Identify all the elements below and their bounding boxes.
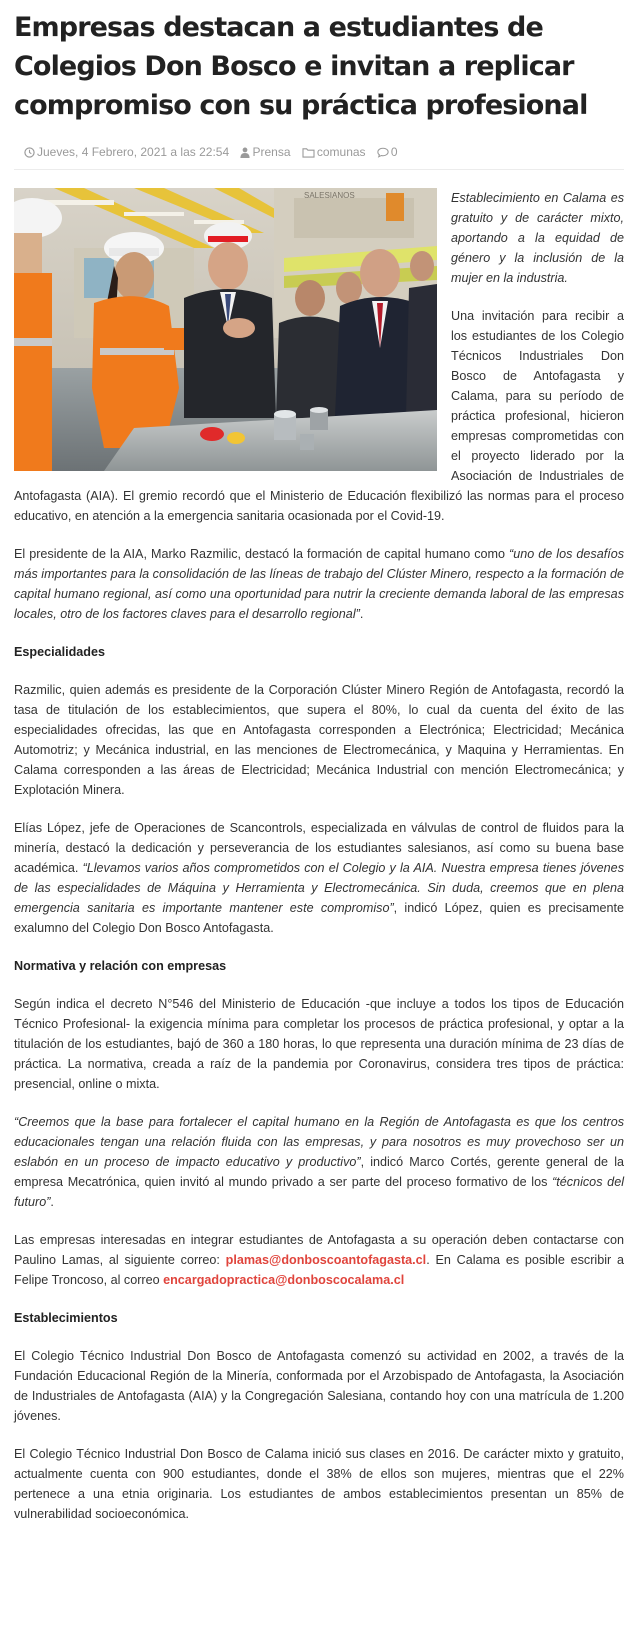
article-meta — [14, 139, 624, 170]
heading-especialidades: Especialidades — [14, 645, 106, 659]
paragraph-2-end: . — [359, 607, 364, 621]
paragraph-2-quote: “uno de los desafíos más importantes para la consolidación de las líneas de trabajo del Clúster Minero, respecto a la formación de capital humano regional, así como una oportunidad para nutrir la creciente demanda laboral de las empresas locales, otro de los factores claves para el desarrollo regional” — [14, 547, 624, 621]
meta-comments[interactable] — [377, 145, 398, 159]
paragraph-1: Una invitación para recibir a los estudiantes de los Colegio Técnicos Industriales Don Bosco de Antofagasta y Calama, para su período de práctica profesional, hicieron empresas comprometidas con el proyecto liderado por la Asociación de Industriales de Antofagasta (AIA). El gremio recordó que el Ministerio de Educación flexibilizó las normas para el proceso educativo, en atención a la emergencia sanitaria ocasionada por el Covid-19. — [14, 309, 624, 523]
heading-establecimientos: Establecimientos — [14, 1311, 118, 1325]
paragraph-4 — [14, 818, 624, 938]
paragraph-7 — [14, 1230, 624, 1290]
paragraph-5: Según indica el decreto N°546 del Ministerio de Educación -que incluye a todos los tipos de Educación Técnico Profesional- la exigencia mínima para completar los procesos de práctica profesional, y optar a la titulación de los estudiantes, bajó de 360 a 180 horas, lo que representa una duración mínima de 23 días de práctica. La normativa, creada a raíz de la pandemia por Coronavirus, considera tres tipos de práctica: presencial, online o mixta. — [14, 997, 624, 1091]
paragraph-7-middle: . En Calama es posible escribir a Felipe Troncoso, al correo — [14, 1253, 625, 1287]
paragraph-6-end: . — [50, 1195, 54, 1209]
paragraph-6-quote: “Creemos que la base para fortalecer el capital humano en la Región de Antofagasta es que los centros educacionales tengan una relación fluida con las empresas, y para nosotros es muy provechoso ser un eslabón en un proceso de impacto educativo y productivo” — [14, 1115, 624, 1169]
meta-category-text: comunas — [316, 145, 366, 159]
meta-author-text: Prensa — [252, 145, 291, 159]
paragraph-2 — [14, 544, 624, 624]
user-icon — [240, 147, 250, 158]
photo-sign-text: SALESIANOS — [304, 191, 355, 200]
folder-icon — [302, 147, 315, 158]
email-link-antofagasta[interactable]: plamas@donboscoantofagasta.cl — [225, 1253, 427, 1267]
article-photo — [14, 188, 437, 471]
article-body — [14, 188, 624, 1542]
meta-date-text: Jueves, 4 Febrero, 2021 a las 22:54 — [37, 145, 230, 159]
comment-icon — [377, 147, 389, 158]
lead-caption-text: Establecimiento en Calama es gratuito y de carácter mixto, aportando a la equidad de género y la inclusión de la mujer en la industria. — [451, 191, 624, 285]
paragraph-8: El Colegio Técnico Industrial Don Bosco de Antofagasta comenzó su actividad en 2002, a través de la Fundación Educacional Región de la Minería, conformada por el Arzobispado de Antofagasta, la Asociación de Industriales de Antofagasta (AIA) y la Congregación Salesiana, contando hoy con una matrícula de 1.200 jóvenes. — [14, 1349, 624, 1423]
workshop-photo — [14, 188, 437, 471]
meta-date — [24, 145, 232, 159]
paragraph-2-text: El presidente de la AIA, Marko Razmilic, destacó la formación de capital humano como — [14, 547, 510, 561]
paragraph-4-text: Elías López, jefe de Operaciones de Scancontrols, especializada en válvulas de control de fluidos para la minería, destacó la dedicación y perseverancia de los estudiantes salesianos, así como su buena base académica. — [14, 821, 624, 875]
heading-normativa: Normativa y relación con empresas — [14, 959, 227, 973]
clock-icon — [24, 147, 35, 158]
paragraph-4-quote: “Llevamos varios años comprometidos con el Colegio y la AIA. Nuestra empresa tienes jóvenes de las especialidades de Máquina y Herramienta y Electromecánica. Sin duda, creemos que en plena emergencia sanitaria es importante mantener este compromiso” — [14, 861, 624, 915]
paragraph-6-text: , indicó Marco Cortés, gerente general de la empresa Mecatrónica, quien invitó al mundo privado a ser parte del proceso formativo de los — [14, 1155, 624, 1189]
meta-category[interactable] — [302, 145, 369, 159]
paragraph-6-quote-2: “técnicos del futuro” — [14, 1175, 624, 1209]
paragraph-4-end: , indicó López, quien es precisamente exalumno del Colegio Don Bosco Antofagasta. — [14, 901, 624, 935]
paragraph-6 — [14, 1112, 624, 1212]
paragraph-9: El Colegio Técnico Industrial Don Bosco de Calama inició sus clases en 2016. De carácter mixto y gratuito, actualmente cuenta con 900 estudiantes, donde el 38% de ellos son mujeres, mientras que el 22% pertenece a una etnia originaria. Los estudiantes de ambos establecimientos presentan un 85% de vulnerabilidad socioeconómica. — [14, 1447, 624, 1521]
meta-comments-text: 0 — [390, 145, 398, 159]
article-title: Empresas destacan a estudiantes de Colegios Don Bosco e invitan a replicar compromiso con su práctica profesional — [14, 12, 588, 121]
paragraph-3: Razmilic, quien además es presidente de la Corporación Clúster Minero Región de Antofagasta, recordó la tasa de titulación de los establecimientos, que supera el 80%, lo cual da cuenta del éxito de las especialidades ofrecidas, las que en Antofagasta corresponden a Electrónica; Electricidad; Mecánica Automotriz; y Mecánica industrial, en las menciones de Electromecánica, y Maquina y Herramientas. En Calama corresponden a las áreas de Electricidad; Mecánica Industrial con mención Electromecánica; y Explotación Minera. — [14, 683, 624, 797]
email-link-calama[interactable]: encargadopractica@donboscocalama.cl — [163, 1273, 405, 1287]
paragraph-7-text: Las empresas interesadas en integrar estudiantes de Antofagasta a su operación deben contactarse con Paulino Lamas, al siguiente correo: — [14, 1233, 624, 1267]
meta-author[interactable] — [240, 145, 293, 159]
